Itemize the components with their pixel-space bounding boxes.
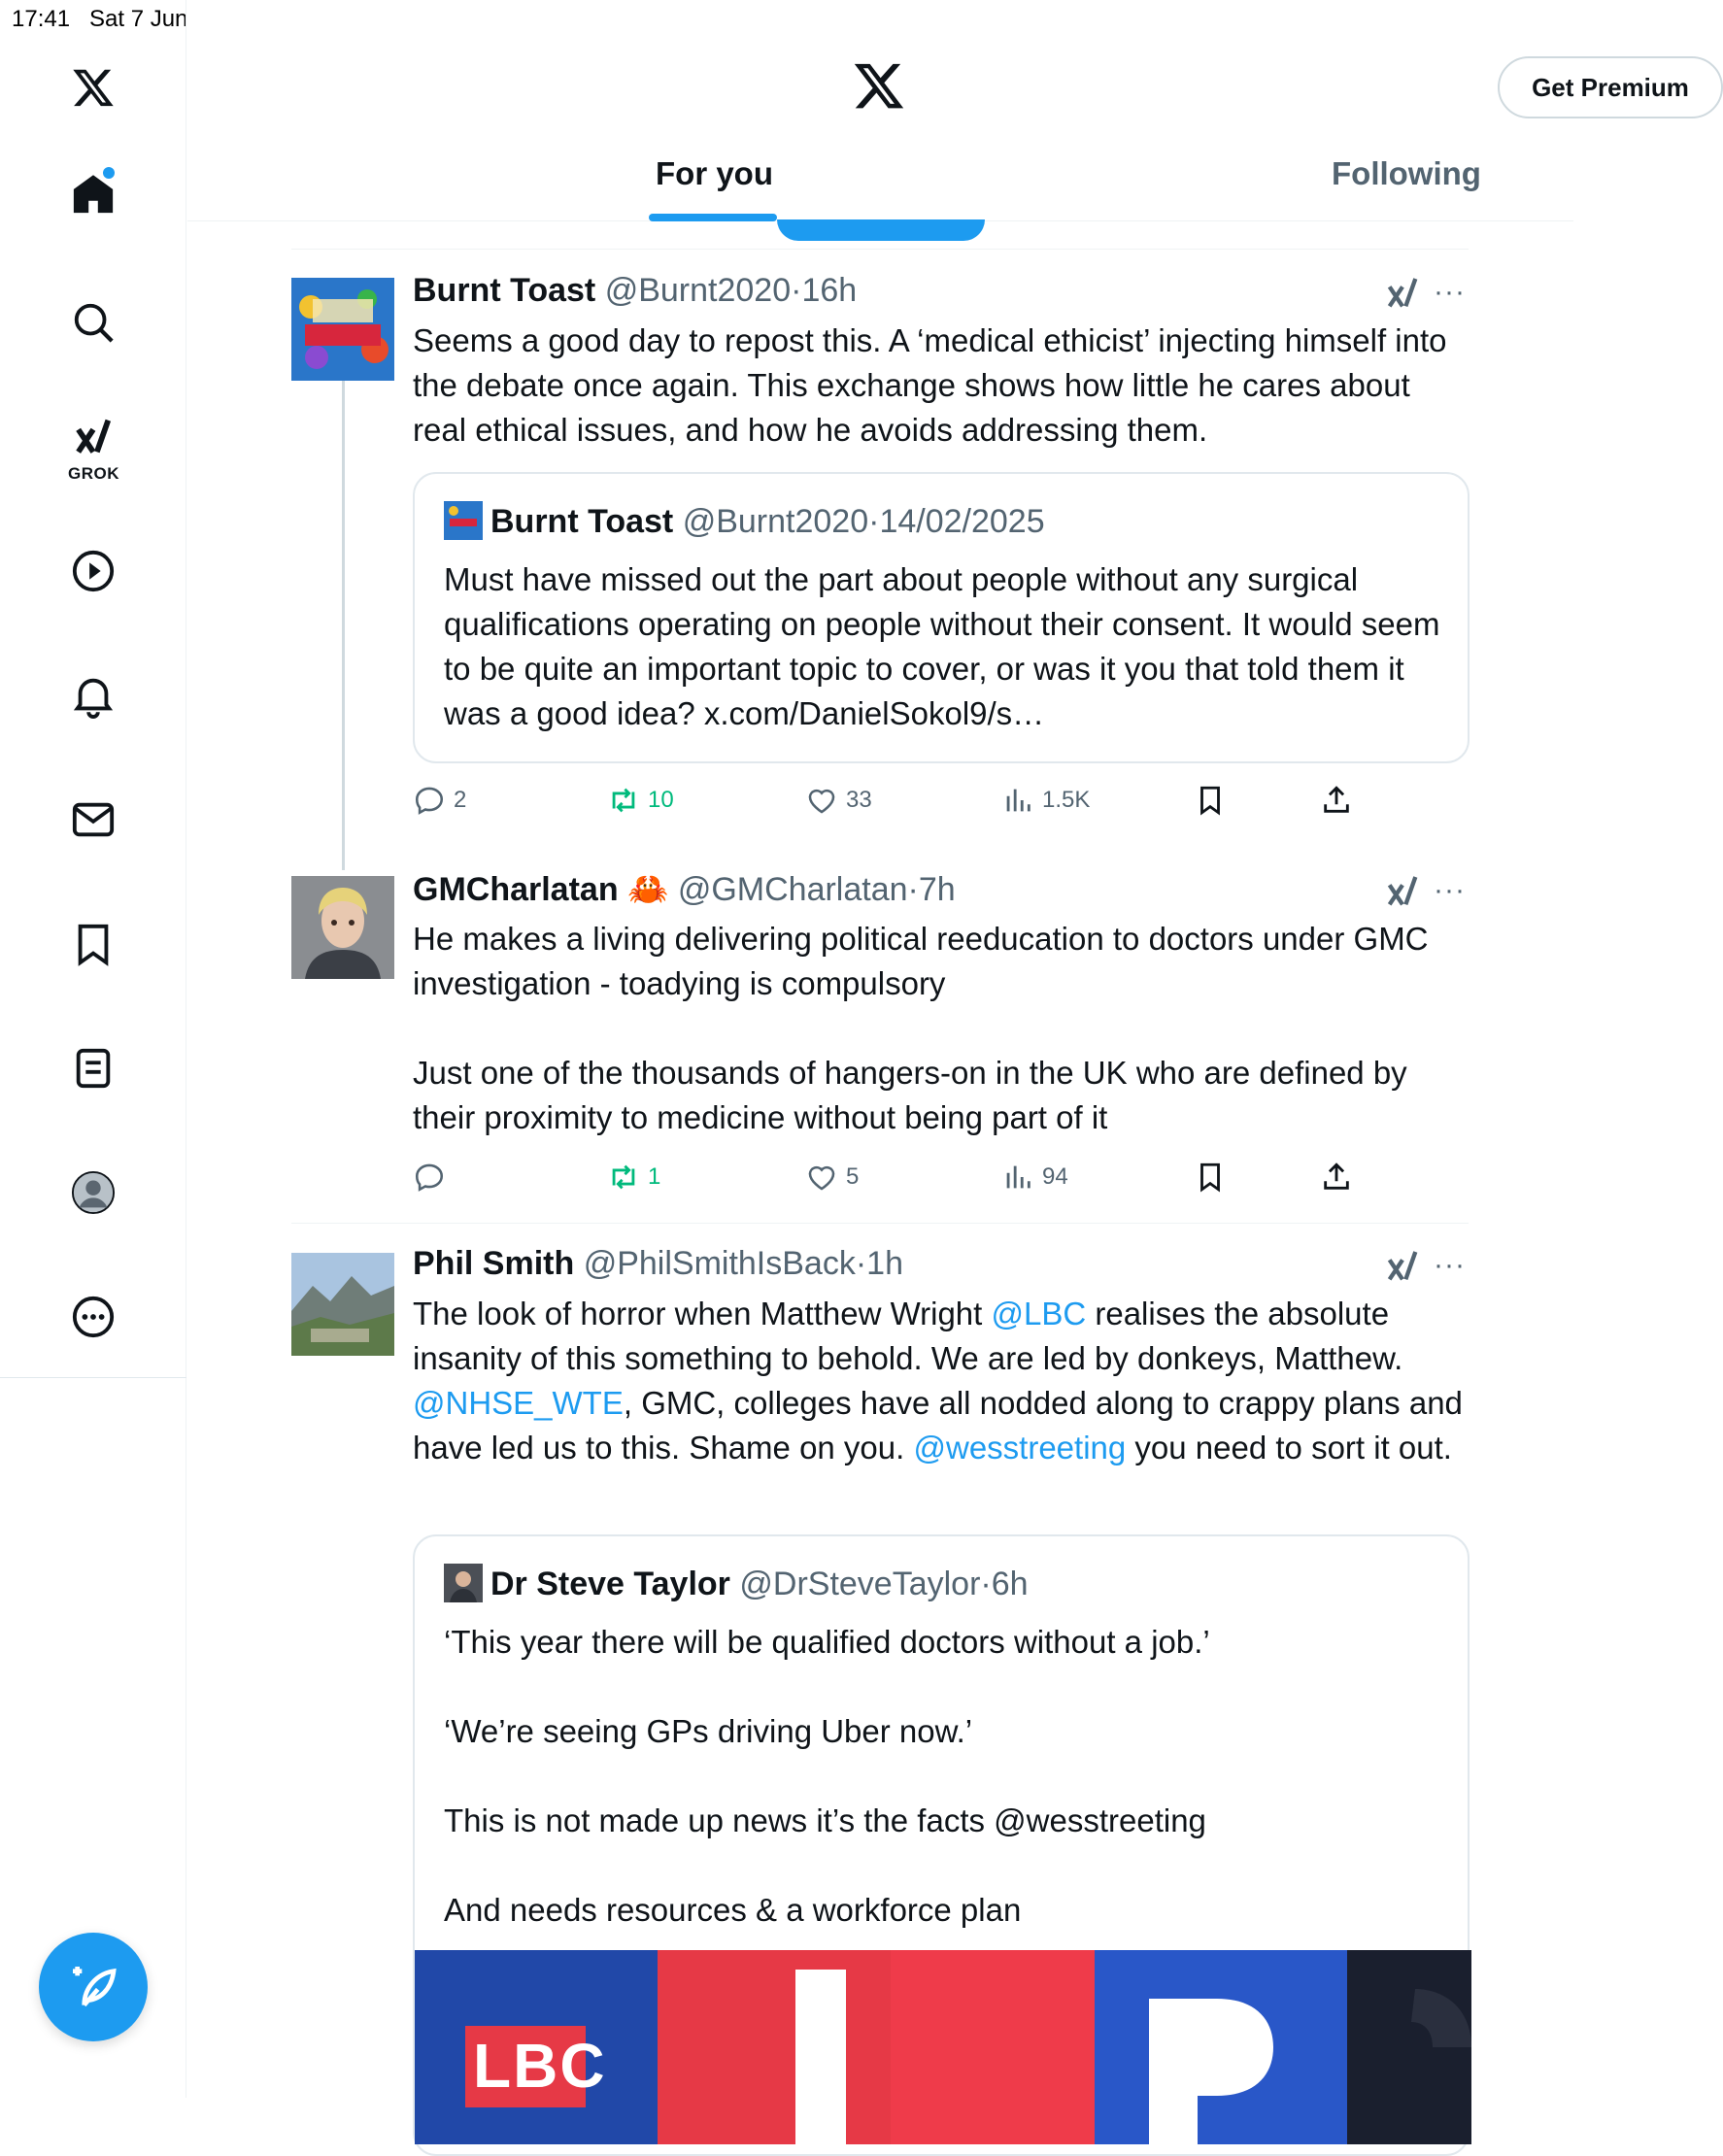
view-count: 1.5K (1042, 787, 1091, 813)
author-name[interactable]: Burnt Toast (413, 272, 596, 309)
profile-icon[interactable] (64, 1163, 122, 1222)
mention-link[interactable]: @wesstreeting (913, 1430, 1127, 1465)
feed-divider (291, 249, 1469, 250)
views-icon (1001, 784, 1034, 817)
quote-line: ‘This year there will be qualified doctors without a job.’ (444, 1624, 1210, 1660)
play-icon[interactable] (64, 542, 122, 600)
view-count: 94 (1042, 1163, 1068, 1190)
search-icon[interactable] (64, 293, 122, 352)
share-button[interactable] (1320, 779, 1361, 822)
bookmark-icon (1194, 784, 1227, 817)
avatar[interactable] (291, 876, 394, 979)
quoted-tweet[interactable] (413, 472, 1470, 763)
media-image[interactable] (415, 1950, 1471, 2144)
author-handle: @DrSteveTaylor (739, 1566, 981, 1602)
retweet-icon (607, 1161, 640, 1194)
retweet-icon (607, 784, 640, 817)
tweet-divider (291, 1223, 1469, 1224)
grok-explain-icon[interactable] (1383, 274, 1422, 313)
separator: · (791, 272, 802, 309)
tweet-actions (413, 779, 1481, 822)
avatar[interactable] (291, 1253, 394, 1356)
author-name: Dr Steve Taylor (490, 1566, 730, 1602)
mail-icon[interactable] (64, 791, 122, 849)
bookmark-button[interactable] (1194, 1156, 1234, 1198)
x-logo-icon[interactable] (64, 58, 122, 117)
tweet-text (413, 917, 1471, 1140)
tweet-text-segment: you need to sort it out. (1126, 1430, 1452, 1465)
quoted-tweet[interactable] (413, 1534, 1470, 2156)
bell-icon[interactable] (64, 666, 122, 724)
status-time: 17:41 (12, 6, 71, 32)
share-button[interactable] (1320, 1156, 1361, 1198)
timestamp: 6h (991, 1566, 1029, 1602)
get-premium-button[interactable]: Get Premium (1498, 56, 1723, 118)
author-handle[interactable]: @Burnt2020 (604, 272, 792, 309)
retweet-button[interactable] (607, 779, 674, 822)
reply-button[interactable] (413, 779, 466, 822)
separator: · (868, 503, 880, 540)
bookmark-icon[interactable] (64, 915, 122, 973)
notification-dot (103, 167, 115, 179)
quote-line: And needs resources & a workforce plan (444, 1892, 1022, 1928)
reply-icon (413, 784, 446, 817)
author-name[interactable]: Phil Smith (413, 1245, 575, 1282)
more-options-icon[interactable]: ··· (1434, 276, 1466, 308)
tweet-paragraph: He makes a living delivering political reeducation to doctors under GMC investigation - toadying is compulsory (413, 921, 1429, 1001)
more-icon[interactable] (64, 1288, 122, 1346)
like-count: 5 (846, 1163, 860, 1190)
separator: · (855, 1245, 867, 1282)
list-icon[interactable] (64, 1039, 122, 1097)
tab-following[interactable]: Following (1332, 155, 1481, 191)
grok-icon[interactable] (64, 408, 122, 466)
tweet-header (413, 870, 956, 909)
quote-line: This is not made up news it’s the facts @wesstreeting (444, 1802, 1206, 1838)
reply-button[interactable] (413, 1156, 454, 1198)
quote-header (444, 1564, 1029, 1603)
bookmark-icon (1194, 1161, 1227, 1194)
author-handle[interactable]: @GMCharlatan (677, 871, 908, 908)
timestamp[interactable]: 16h (801, 272, 858, 309)
mention-link[interactable]: @LBC (991, 1296, 1087, 1331)
share-icon (1320, 1161, 1353, 1194)
avatar[interactable] (291, 278, 394, 381)
author-handle: @Burnt2020 (682, 503, 869, 540)
reply-count: 2 (454, 787, 467, 813)
compose-icon (66, 1960, 120, 2014)
views-button[interactable] (1001, 779, 1090, 822)
tweet-text (413, 1292, 1471, 1470)
timestamp[interactable]: 7h (918, 871, 956, 908)
sidebar-divider (0, 1377, 186, 1378)
quote-text (444, 1620, 1444, 1933)
tweet-header (413, 272, 857, 310)
active-tab-indicator (649, 214, 777, 221)
retweet-count: 1 (648, 1163, 661, 1190)
retweet-count: 10 (648, 787, 674, 813)
views-icon (1001, 1161, 1034, 1194)
author-name: Burnt Toast (490, 503, 674, 540)
thread-line (342, 381, 345, 870)
timestamp[interactable]: 1h (866, 1245, 903, 1282)
like-button[interactable] (805, 1156, 859, 1198)
separator: · (980, 1566, 992, 1602)
grok-explain-icon[interactable] (1383, 872, 1422, 911)
separator: · (907, 871, 919, 908)
tweet-paragraph: Just one of the thousands of hangers-on in the UK who are defined by their proximity to medicine without being part of it (413, 1055, 1407, 1135)
top-header (187, 0, 1689, 221)
bookmark-button[interactable] (1194, 779, 1234, 822)
tweet-text-segment: realises the absolute insanity of this something to behold. We are led by donkeys, Matthew. (413, 1296, 1403, 1376)
heart-icon (805, 1161, 838, 1194)
quote-text: Must have missed out the part about people without any surgical qualifications operating on people without their consent. It would seem to be quite an important topic to cover, or was it you that told them it was a good idea? x.com/DanielSokol9/s… (444, 561, 1440, 731)
tweet-actions (413, 1156, 1481, 1198)
new-posts-pill[interactable] (777, 219, 985, 241)
quote-line: ‘We’re seeing GPs driving Uber now.’ (444, 1713, 973, 1749)
timestamp: 14/02/2025 (879, 503, 1045, 540)
quote-header (444, 501, 1045, 541)
heart-icon (805, 784, 838, 817)
author-handle[interactable]: @PhilSmithIsBack (583, 1245, 856, 1282)
tab-for-you[interactable]: For you (656, 155, 773, 191)
compose-button[interactable] (39, 1933, 148, 2041)
avatar (444, 1564, 483, 1602)
like-button[interactable] (805, 779, 872, 822)
reply-icon (413, 1161, 446, 1194)
share-icon (1320, 784, 1353, 817)
mention-link[interactable]: @NHSE_WTE (413, 1385, 624, 1421)
views-button[interactable] (1001, 1156, 1068, 1198)
more-options-icon[interactable]: ··· (1434, 874, 1466, 906)
x-logo-icon[interactable] (852, 58, 906, 118)
like-count: 33 (846, 787, 872, 813)
tweet-text: Seems a good day to repost this. A ‘medical ethicist’ injecting himself into the debate once again. This exchange shows how little he cares about real ethical issues, and how he avoids addressing them. (413, 322, 1447, 448)
lbc-logo: LBC (473, 2031, 607, 2101)
status-date: Sat 7 Jun (89, 6, 188, 32)
grok-label: GROK (68, 464, 119, 483)
more-options-icon[interactable]: ··· (1434, 1249, 1466, 1281)
tweet-header (413, 1245, 903, 1283)
sidebar (0, 0, 186, 2098)
grok-explain-icon[interactable] (1383, 1247, 1422, 1286)
retweet-button[interactable] (607, 1156, 660, 1198)
avatar (444, 501, 483, 540)
tweet-text-segment: The look of horror when Matthew Wright (413, 1296, 992, 1331)
author-name[interactable]: GMCharlatan 🦀 (413, 871, 669, 908)
tweet-text-segment: , GMC, colleges have all nodded along to crappy plans and have led us to this. Shame on you. (413, 1385, 1463, 1465)
